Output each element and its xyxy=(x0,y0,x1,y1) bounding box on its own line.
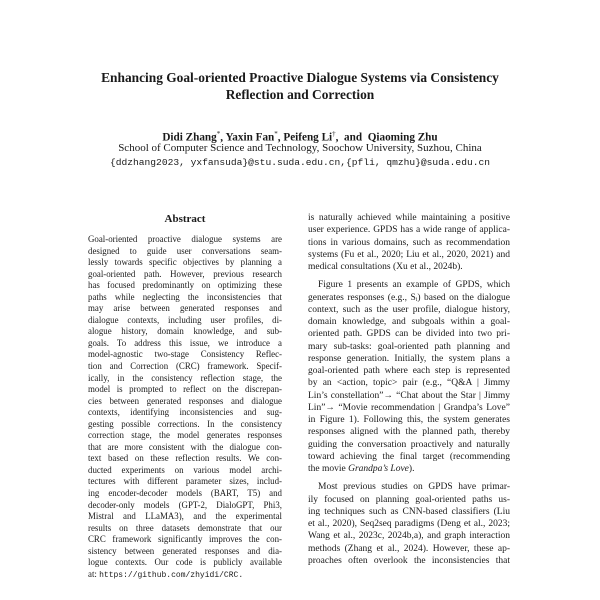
abstract-line: goal-oriented path. However, previous research xyxy=(88,268,282,279)
body-line: oriented path. GPDS can be divided into two pri- xyxy=(308,329,510,340)
abstract-line: has focused predominantly on optimizing these xyxy=(88,280,282,291)
abstract-line: Mistral and LLaMA3), and the experimental xyxy=(88,511,282,522)
abstract-line: alogue history, domain knowledge, and sub- xyxy=(88,326,282,337)
code-url-link[interactable]: https://github.com/zhyidi/CRC. xyxy=(99,570,244,580)
body-line: in Figure 1). Following this, the system generates xyxy=(308,415,510,425)
movie-prefix: the movie xyxy=(308,464,349,474)
body-line: by an <action, topic> pair (e.g., “Q&A | Jimmy xyxy=(308,378,510,389)
abstract-line: tectures with different parameter sizes, includ- xyxy=(88,476,282,487)
abstract-line: correction stage, the model generates responses xyxy=(88,430,282,441)
body-line xyxy=(308,463,510,475)
author-and: , and xyxy=(335,131,368,144)
abstract-line: sistency between generated responses and dia- xyxy=(88,545,282,556)
abstract-line: designed to guide user conversations seam- xyxy=(88,245,282,256)
abstract-line: model-agnostic two-stage Consistency Reflec- xyxy=(88,349,282,360)
affiliation: School of Computer Science and Technology, Soochow University, Suzhou, China xyxy=(118,142,482,154)
author-separator: , xyxy=(220,131,226,144)
body-line: Lin’s constellation”→ “Chat about the Star | Jimmy xyxy=(308,390,510,401)
abstract-line: goals. To address this issue, we introduce a xyxy=(88,337,282,348)
abstract-text xyxy=(88,234,282,581)
paper-title xyxy=(0,69,600,103)
author-name: Yaxin Fan xyxy=(225,131,275,144)
body-line: mary sub-tasks: goal-oriented path planning and xyxy=(308,341,510,352)
abstract-line: contexts, identifying inconsistencies and sug- xyxy=(88,407,282,418)
abstract-line: lessly towards specific objectives by planning a xyxy=(88,257,282,268)
body-line: Wang et al., 2023c, 2024b,a), and graph interaction xyxy=(308,531,510,542)
abstract-line: decoder-only models (GPT-2, DialoGPT, Phi3, xyxy=(88,499,282,510)
author-separator: , xyxy=(277,131,284,144)
abstract-line: model is prompted to reflect on the discrepan- xyxy=(88,384,282,395)
body-line: user experience. GPDS has a wide range of applica- xyxy=(308,225,510,236)
abstract-line: paths while neglecting the inconsistencies that xyxy=(88,291,282,302)
abstract-line: logue contexts. Our code is publicly available xyxy=(88,557,282,568)
title-line-1: Enhancing Goal-oriented Proactive Dialogue Systems via Consistency xyxy=(101,70,499,85)
movie-suffix: ). xyxy=(408,464,415,474)
body-line: is naturally achieved while maintaining a positive xyxy=(308,213,510,223)
abstract-line: text based on these reflection results. We con- xyxy=(88,453,282,464)
body-line: et al., 2020), Seq2seq paradigms (Deng et al., 2023; xyxy=(308,519,510,529)
body-line: proaches often overlook the inconsistencies that xyxy=(308,555,510,566)
abstract-line: may arise between generated responses and xyxy=(88,303,282,314)
body-line: Most previous studies on GPDS have primar- xyxy=(318,482,510,493)
body-line: toward achieving the final target (recommending xyxy=(308,451,510,462)
body-line: ing techniques such as CNN-based classifiers (Liu xyxy=(308,506,510,517)
body-line: domain knowledge, and subgoals within a goal- xyxy=(308,317,510,327)
body-line: Lin”→ “Movie recommendation | Grandpa’s Love” xyxy=(308,402,510,413)
abstract-line: ducted experiments on various model archi- xyxy=(88,464,282,475)
author-name: Peifeng Li xyxy=(283,131,333,144)
body-line: systems (Fu et al., 2020; Liu et al., 2020, 2021) and xyxy=(308,249,510,260)
abstract-line: Goal-oriented proactive dialogue systems are xyxy=(88,234,282,244)
author-mark: * xyxy=(216,130,221,138)
author-name: Qiaoming Zhu xyxy=(367,131,438,144)
abstract-line: CRC framework significantly improves the con- xyxy=(88,534,282,545)
body-column xyxy=(308,212,510,567)
abstract-line: that are more consistent with the dialogue con- xyxy=(88,441,282,452)
body-line: tions in various domains, such as recommendation xyxy=(308,237,510,248)
abstract-line xyxy=(88,569,282,582)
body-line: medical consultations (Xu et al., 2024b). xyxy=(308,262,463,272)
author-emails: {ddzhang2023, yxfansuda}@stu.suda.edu.cn,{pfli, qmzhu}@suda.edu.cn xyxy=(110,157,490,168)
body-line: response generation. Initially, the system plans a xyxy=(308,353,510,364)
abstract-line: dialogue contexts, including user profiles, di- xyxy=(88,314,282,325)
body-line: guiding the conversation proactively and naturally xyxy=(308,439,510,450)
author-name: Didi Zhang xyxy=(162,131,217,144)
title-line-2: Reflection and Correction xyxy=(225,87,375,102)
body-line: generates responses (e.g., Sᵢ) based on the dialogue xyxy=(308,292,510,303)
author-mark: * xyxy=(274,130,278,138)
body-line: ily focused on planning goal-oriented paths us- xyxy=(308,494,510,505)
movie-title: Grandpa’s Love xyxy=(348,464,409,474)
body-line: methods (Zhang et al., 2024). However, these ap- xyxy=(308,543,510,554)
body-line: context, such as the user profile, dialogue history, xyxy=(308,304,510,315)
abstract-line: ically, in the consistency reflection stage, the xyxy=(88,372,282,383)
abstract-line: gesting possible corrections. In the consistency xyxy=(88,418,282,429)
abstract-heading: Abstract xyxy=(164,213,206,225)
abstract-line: ing encoder-decoder models (BART, T5) and xyxy=(88,488,282,499)
abstract-line: cies between generated responses and dialogue xyxy=(88,395,282,406)
body-line: Figure 1 presents an example of GPDS, which xyxy=(318,280,510,291)
abstract-line: tion and Correction (CRC) framework. Specif- xyxy=(88,361,282,372)
code-availability-prefix: at: xyxy=(88,568,100,579)
author-mark: † xyxy=(332,130,336,138)
body-line: responses aligned with the planned path, thereby xyxy=(308,427,510,438)
body-line: goal-oriented path where each step is represented xyxy=(308,366,510,376)
abstract-line: results on three datasets demonstrate that our xyxy=(88,522,282,533)
